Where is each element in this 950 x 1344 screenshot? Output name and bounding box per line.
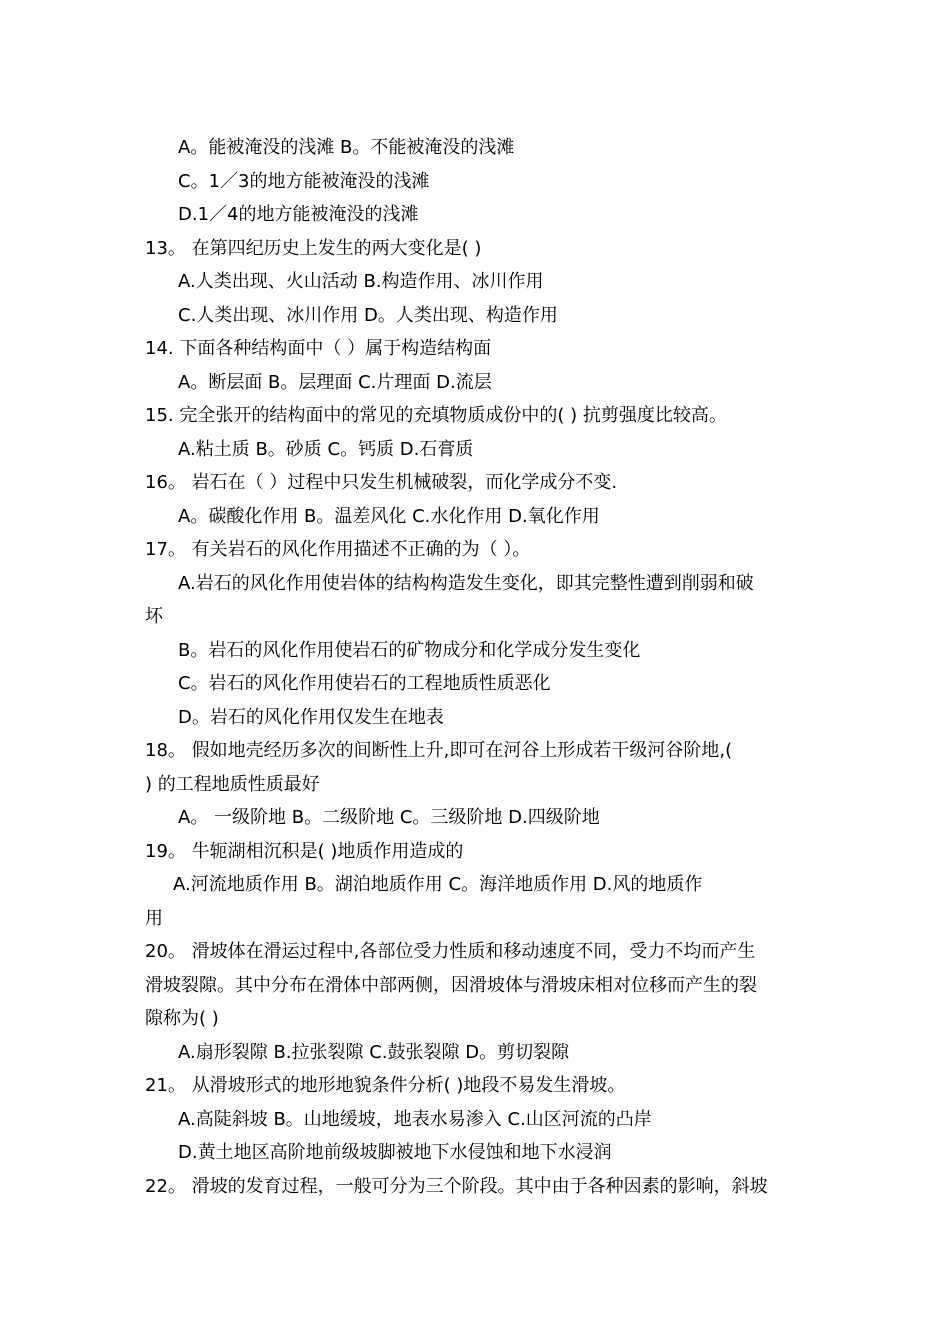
- question-20: 20。 滑坡体在滑运过程中,各部位受力性质和移动速度不同，受力不均而产生: [145, 941, 756, 962]
- option-line-13ab: A.人类出现、火山活动 B.构造作用、冰川作用: [178, 271, 544, 292]
- option-line-21d: D.黄土地区高阶地前级坡脚被地下水侵蚀和地下水浸润: [178, 1142, 612, 1163]
- option-line-12d: D.1／4的地方能被淹没的浅滩: [178, 204, 419, 225]
- option-line-19: A.河流地质作用 B。湖泊地质作用 C。海洋地质作用 D.风的地质作: [173, 874, 703, 895]
- option-line-12ab: A。能被淹没的浅滩 B。不能被淹没的浅滩: [178, 137, 515, 158]
- option-line-13cd: C.人类出现、冰川作用 D。人类出现、构造作用: [178, 305, 558, 326]
- option-line-17a-cont: 坏: [145, 606, 163, 627]
- question-22: 22。 滑坡的发育过程，一般可分为三个阶段。其中由于各种因素的影响，斜坡: [145, 1176, 768, 1197]
- question-18: 18。 假如地壳经历多次的间断性上升,即可在河谷上形成若干级河谷阶地,(: [145, 740, 733, 761]
- option-line-20: A.扇形裂隙 B.拉张裂隙 C.鼓张裂隙 D。剪切裂隙: [178, 1042, 570, 1063]
- option-line-16: A。碳酸化作用 B。温差风化 C.水化作用 D.氧化作用: [178, 506, 600, 527]
- question-17: 17。 有关岩石的风化作用描述不正确的为（ ）。: [145, 539, 531, 560]
- question-20-cont-2: 隙称为( ): [145, 1008, 219, 1029]
- option-line-21abc: A.高陡斜坡 B。山地缓坡，地表水易渗入 C.山区河流的凸岸: [178, 1109, 652, 1130]
- option-line-18: A。 一级阶地 B。二级阶地 C。三级阶地 D.四级阶地: [178, 807, 600, 828]
- question-19: 19。 牛轭湖相沉积是( )地质作用造成的: [145, 841, 464, 862]
- option-line-19-cont: 用: [145, 908, 163, 929]
- question-13: 13。 在第四纪历史上发生的两大变化是( ): [145, 238, 482, 259]
- option-line-17b: B。岩石的风化作用使岩石的矿物成分和化学成分发生变化: [178, 640, 641, 661]
- question-16: 16。 岩石在（ ）过程中只发生机械破裂，而化学成分不变.: [145, 472, 618, 493]
- question-21: 21。 从滑坡形式的地形地貌条件分析( )地段不易发生滑坡。: [145, 1075, 626, 1096]
- option-line-15: A.粘土质 B。砂质 C。钙质 D.石膏质: [178, 439, 474, 460]
- question-14: 14. 下面各种结构面中（ ）属于构造结构面: [145, 338, 492, 359]
- option-line-17c: C。岩石的风化作用使岩石的工程地质性质恶化: [178, 673, 551, 694]
- question-20-cont-1: 滑坡裂隙。其中分布在滑体中部两侧，因滑坡体与滑坡床相对位移而产生的裂: [145, 975, 757, 996]
- option-line-12c: C。1／3的地方能被淹没的浅滩: [178, 171, 430, 192]
- option-line-14: A。断层面 B。层理面 C.片理面 D.流层: [178, 372, 492, 393]
- question-15: 15. 完全张开的结构面中的常见的充填物质成份中的( ) 抗剪强度比较高。: [145, 405, 727, 426]
- option-line-17a: A.岩石的风化作用使岩体的结构构造发生变化，即其完整性遭到削弱和破: [178, 573, 754, 594]
- question-18-cont: ) 的工程地质性质最好: [145, 774, 320, 795]
- option-line-17d: D。岩石的风化作用仅发生在地表: [178, 707, 444, 728]
